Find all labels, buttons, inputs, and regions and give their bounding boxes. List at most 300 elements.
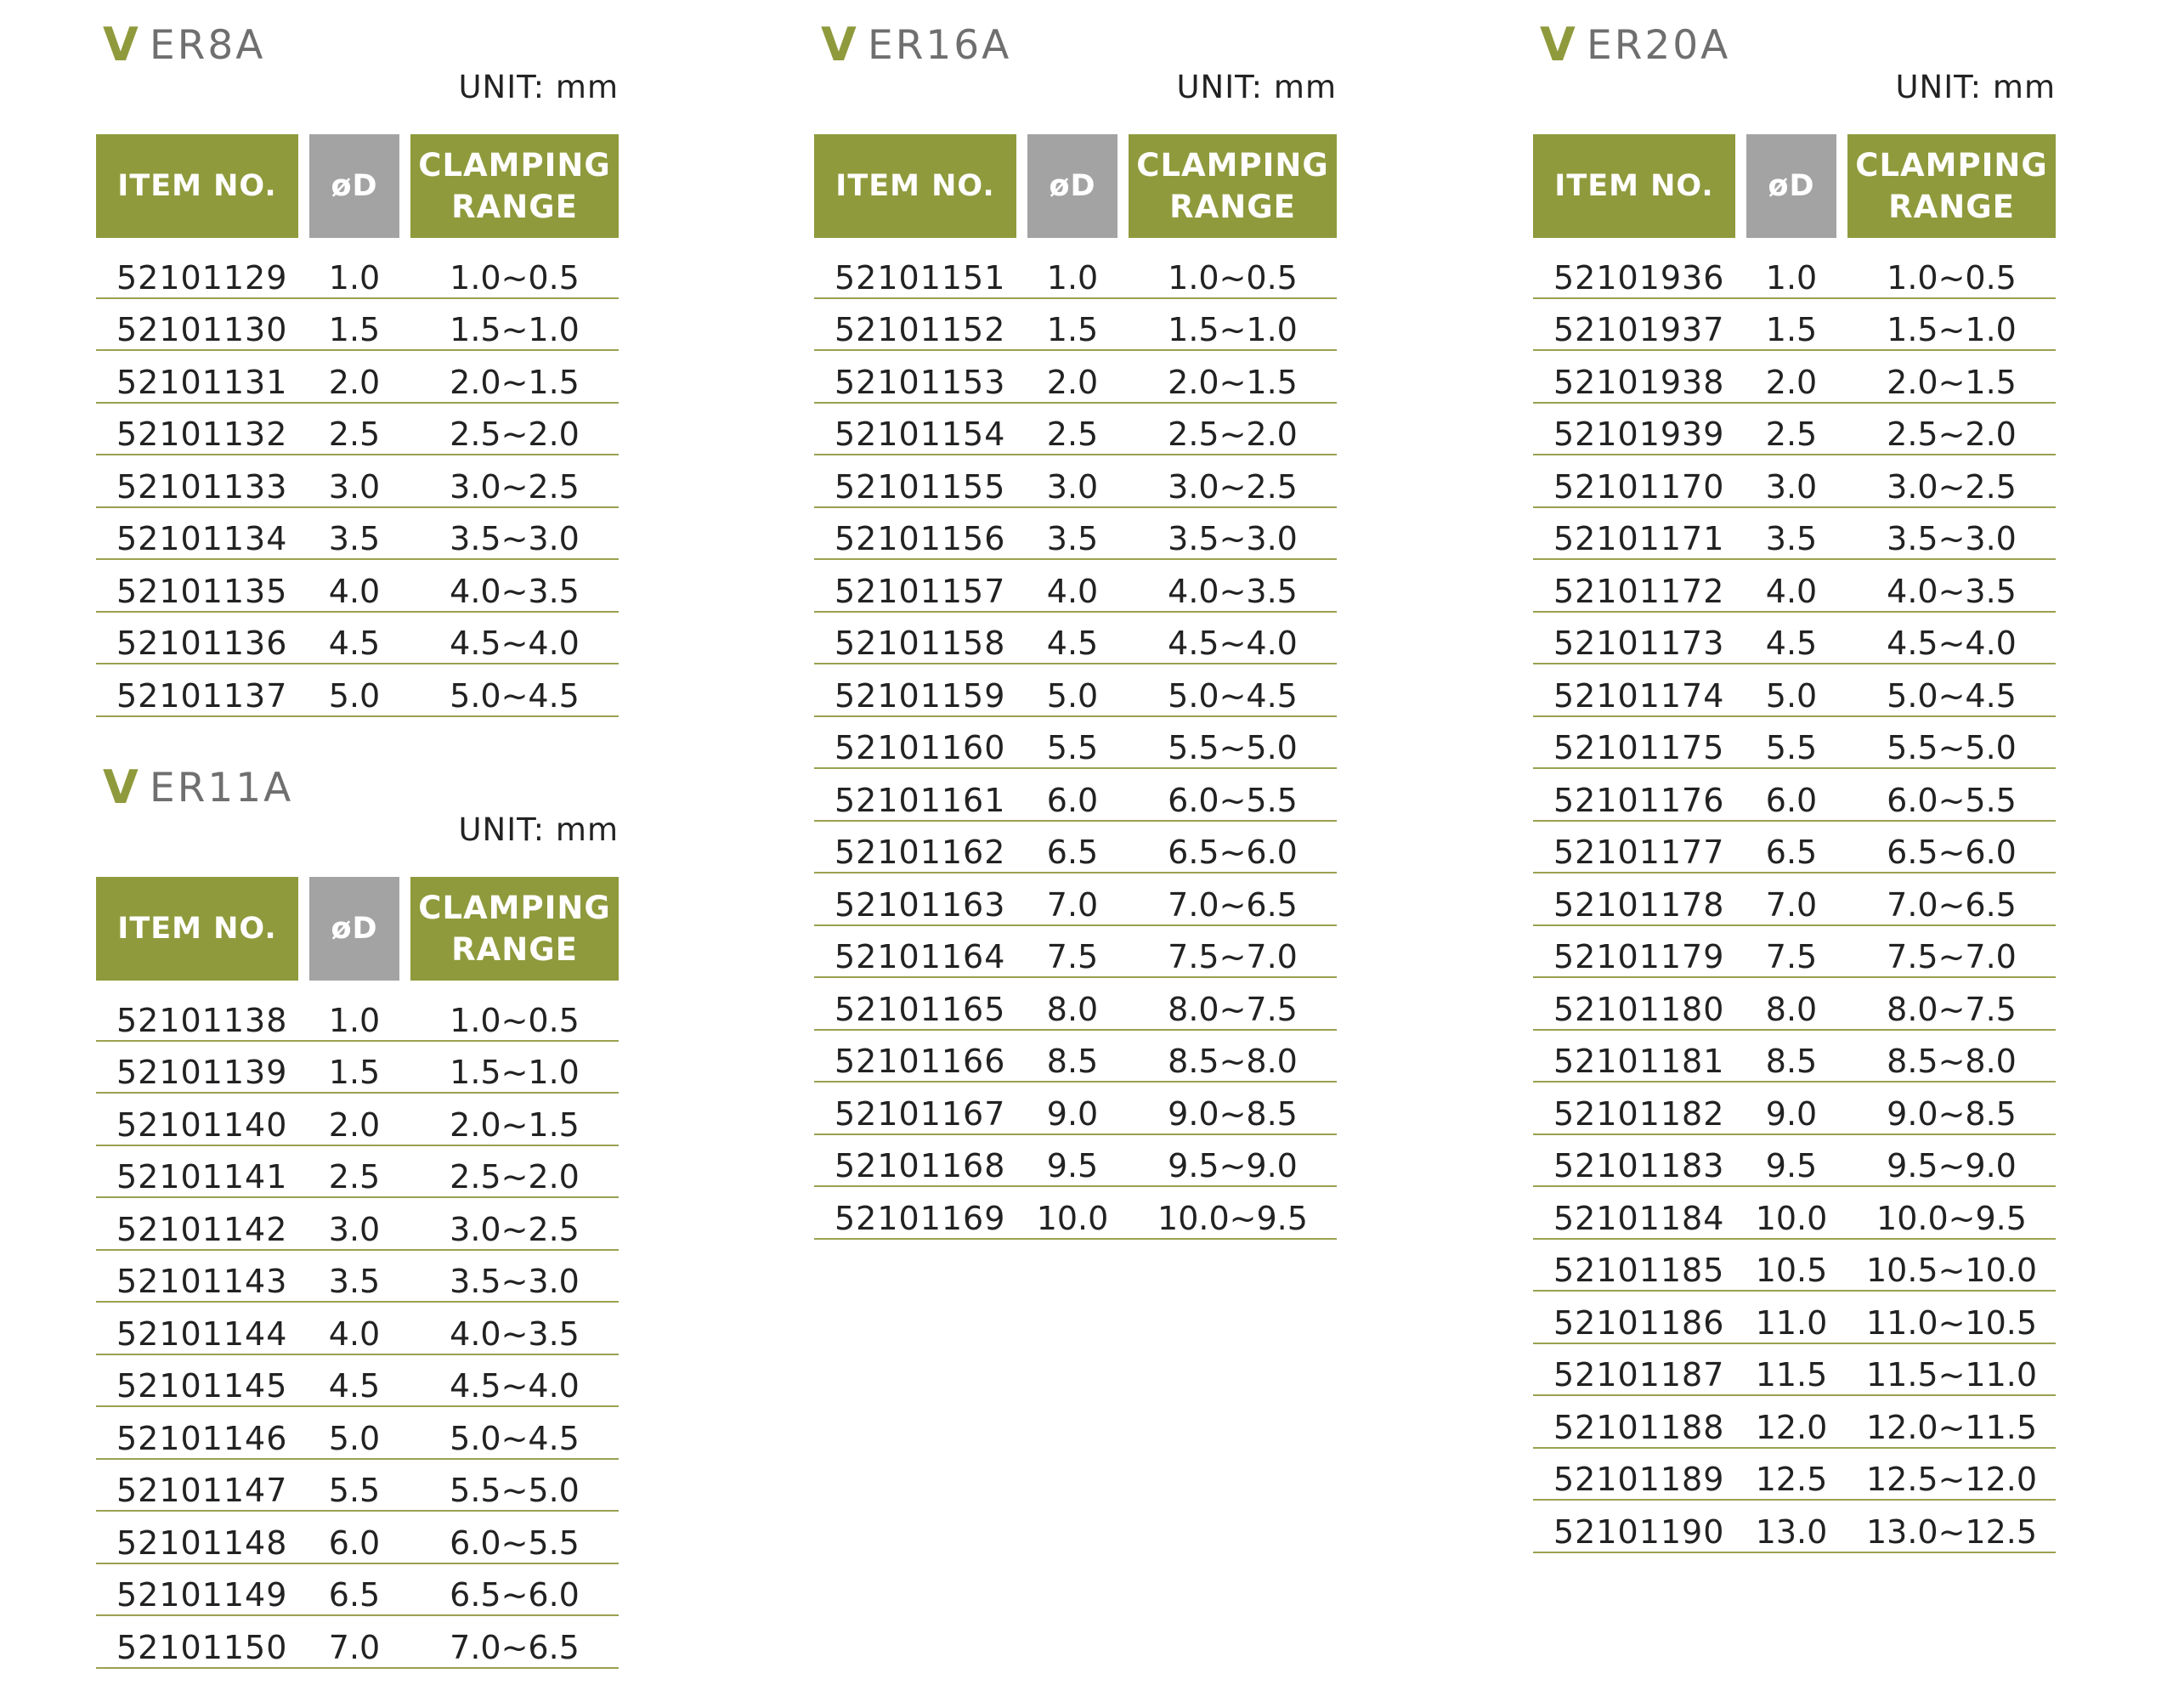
clamping-range-cell: 1.0~0.5 — [450, 258, 580, 297]
item-number-cell: 52101143 — [116, 1263, 288, 1300]
diameter-cell: 1.5 — [328, 1054, 381, 1091]
diameter-cell: 9.0 — [1046, 1094, 1099, 1133]
diameter-cell: 7.5 — [1046, 938, 1099, 975]
header-item-no: ITEM NO. — [96, 134, 298, 238]
item-number-cell: 52101142 — [116, 1210, 288, 1248]
diameter-cell: 8.0 — [1765, 990, 1818, 1028]
spec-table-er20a — [1533, 20, 2056, 1553]
diameter-cell: 7.0 — [328, 1628, 381, 1666]
item-number-cell: 52101163 — [835, 885, 1006, 924]
clamping-range-cell: 9.0~8.5 — [1168, 1094, 1298, 1133]
table-row — [1533, 560, 2056, 613]
table-row — [96, 351, 619, 404]
chevron-icon: V — [1540, 18, 1576, 71]
table-row — [1533, 664, 2056, 717]
item-number-cell: 52101133 — [116, 467, 288, 506]
diameter-cell: 12.5 — [1755, 1461, 1828, 1498]
item-number-cell: 52101132 — [116, 416, 288, 453]
table-body — [814, 246, 1337, 1240]
diameter-cell: 2.0 — [1046, 363, 1099, 401]
table-row — [96, 664, 619, 717]
clamping-range-cell: 2.5~2.0 — [450, 416, 580, 453]
diameter-cell: 4.0 — [1765, 572, 1818, 610]
clamping-range-cell: 7.0~6.5 — [1887, 885, 2017, 924]
item-number-cell: 52101150 — [116, 1628, 288, 1666]
clamping-range-cell: 3.5~3.0 — [450, 520, 580, 557]
table-row — [1533, 1449, 2056, 1501]
item-number-cell: 52101938 — [1553, 363, 1725, 401]
table-row — [814, 246, 1337, 299]
diameter-cell: 1.5 — [328, 311, 381, 348]
diameter-cell: 4.5 — [1765, 625, 1818, 662]
item-number-cell: 52101145 — [116, 1367, 288, 1405]
table-row — [96, 989, 619, 1042]
diameter-cell: 4.0 — [1046, 572, 1099, 610]
diameter-cell: 11.0 — [1755, 1303, 1828, 1342]
clamping-range-cell: 7.0~6.5 — [450, 1628, 580, 1666]
header-diameter: øD — [1027, 134, 1117, 238]
unit-label: UNIT: mm — [458, 811, 619, 848]
diameter-cell: 9.0 — [1765, 1094, 1818, 1133]
diameter-cell: 2.0 — [328, 1105, 381, 1144]
table-row — [814, 508, 1337, 561]
item-number-cell: 52101141 — [116, 1158, 288, 1196]
table-row — [96, 508, 619, 561]
table-row — [96, 1303, 619, 1355]
item-number-cell: 52101153 — [835, 363, 1006, 401]
diameter-cell: 3.0 — [1765, 467, 1818, 506]
diameter-cell: 13.0 — [1755, 1512, 1828, 1551]
table-row — [814, 769, 1337, 822]
clamping-range-cell: 12.5~12.0 — [1865, 1461, 2038, 1498]
table-row — [96, 560, 619, 613]
diameter-cell: 6.5 — [1765, 834, 1818, 871]
table-title: ER16A — [868, 22, 1012, 69]
item-number-cell: 52101188 — [1553, 1408, 1725, 1446]
clamping-range-cell: 5.0~4.5 — [1887, 676, 2017, 715]
header-clamping-range — [410, 134, 619, 238]
item-number-cell: 52101168 — [835, 1147, 1006, 1184]
item-number-cell: 52101157 — [835, 572, 1006, 610]
clamping-range-cell: 5.5~5.0 — [1168, 729, 1298, 766]
diameter-cell: 2.5 — [328, 416, 381, 453]
item-number-cell: 52101181 — [1553, 1043, 1725, 1080]
item-number-cell: 52101187 — [1553, 1356, 1725, 1394]
spec-table-er8a — [96, 20, 619, 717]
header-clamping-range — [410, 877, 619, 981]
clamping-range-cell: 2.5~2.0 — [1168, 416, 1298, 453]
diameter-cell: 3.5 — [328, 520, 381, 557]
table-title-row — [1533, 18, 2056, 105]
diameter-cell: 4.5 — [328, 625, 381, 662]
chevron-icon: V — [103, 18, 139, 71]
item-number-cell: 52101180 — [1553, 990, 1725, 1028]
clamping-range-cell: 5.5~5.0 — [1887, 729, 2017, 766]
table-row — [814, 404, 1337, 456]
clamping-range-cell: 4.0~3.5 — [1887, 572, 2017, 610]
clamping-range-cell: 7.0~6.5 — [1168, 885, 1298, 924]
clamping-range-cell: 8.0~7.5 — [1168, 990, 1298, 1028]
clamping-range-cell: 2.5~2.0 — [450, 1158, 580, 1196]
clamping-range-cell: 6.0~5.5 — [1168, 781, 1298, 819]
clamping-range-cell: 6.5~6.0 — [1887, 834, 2017, 871]
item-number-cell: 52101134 — [116, 520, 288, 557]
table-row — [96, 1094, 619, 1146]
table-row — [1533, 1240, 2056, 1292]
diameter-cell: 2.0 — [328, 363, 381, 401]
table-row — [1533, 1083, 2056, 1135]
table-row — [96, 613, 619, 665]
item-number-cell: 52101183 — [1553, 1147, 1725, 1184]
clamping-range-cell: 4.5~4.0 — [1168, 625, 1298, 662]
table-row — [814, 1187, 1337, 1240]
clamping-range-cell: 3.5~3.0 — [450, 1263, 580, 1300]
diameter-cell: 5.0 — [328, 676, 381, 715]
diameter-cell: 4.5 — [328, 1367, 381, 1405]
table-row — [814, 351, 1337, 404]
unit-label: UNIT: mm — [1176, 69, 1337, 105]
clamping-range-cell: 2.0~1.5 — [1887, 363, 2017, 401]
table-row — [96, 1616, 619, 1669]
clamping-range-cell: 3.0~2.5 — [450, 467, 580, 506]
table-row — [96, 455, 619, 508]
item-number-cell: 52101179 — [1553, 938, 1725, 975]
table-row — [1533, 508, 2056, 561]
table-row — [1533, 1501, 2056, 1553]
clamping-range-cell: 4.0~3.5 — [450, 572, 580, 610]
table-row — [1533, 822, 2056, 874]
item-number-cell: 52101138 — [116, 1001, 288, 1039]
item-number-cell: 52101136 — [116, 625, 288, 662]
table-header — [1533, 134, 2056, 238]
item-number-cell: 52101177 — [1553, 834, 1725, 871]
header-clamping-range — [1847, 134, 2056, 238]
item-number-cell: 52101151 — [835, 258, 1006, 297]
clamping-range-cell: 4.5~4.0 — [450, 625, 580, 662]
item-number-cell: 52101174 — [1553, 676, 1725, 715]
table-row — [814, 1031, 1337, 1083]
table-row — [1533, 1344, 2056, 1397]
table-title-row — [814, 18, 1337, 105]
clamping-range-cell: 8.5~8.0 — [1887, 1043, 2017, 1080]
clamping-range-cell: 1.5~1.0 — [1168, 311, 1298, 348]
diameter-cell: 1.0 — [328, 1001, 381, 1039]
clamping-range-cell: 4.0~3.5 — [1168, 572, 1298, 610]
table-row — [814, 455, 1337, 508]
diameter-cell: 2.0 — [1765, 363, 1818, 401]
clamping-range-cell: 2.0~1.5 — [450, 1105, 580, 1144]
item-number-cell: 52101167 — [835, 1094, 1006, 1133]
item-number-cell: 52101165 — [835, 990, 1006, 1028]
item-number-cell: 52101171 — [1553, 520, 1725, 557]
clamping-range-cell: 1.0~0.5 — [1168, 258, 1298, 297]
header-clamping-line2: RANGE — [451, 189, 578, 225]
item-number-cell: 52101135 — [116, 572, 288, 610]
table-row — [814, 299, 1337, 352]
diameter-cell: 7.0 — [1046, 885, 1099, 924]
header-clamping-range — [1129, 134, 1337, 238]
diameter-cell: 7.0 — [1765, 885, 1818, 924]
diameter-cell: 4.5 — [1046, 625, 1099, 662]
diameter-cell: 4.0 — [328, 1314, 381, 1353]
item-number-cell: 52101173 — [1553, 625, 1725, 662]
diameter-cell: 1.0 — [328, 258, 381, 297]
item-number-cell: 52101130 — [116, 311, 288, 348]
header-diameter: øD — [1746, 134, 1836, 238]
clamping-range-cell: 13.0~12.5 — [1865, 1512, 2038, 1551]
diameter-cell: 3.5 — [1765, 520, 1818, 557]
table-row — [96, 1198, 619, 1251]
table-row — [814, 613, 1337, 665]
item-number-cell: 52101148 — [116, 1524, 288, 1562]
table-title-row — [96, 18, 619, 105]
clamping-range-cell: 4.5~4.0 — [1887, 625, 2017, 662]
diameter-cell: 3.0 — [328, 467, 381, 506]
table-row — [1533, 769, 2056, 822]
table-row — [96, 1460, 619, 1512]
table-body — [96, 246, 619, 717]
item-number-cell: 52101156 — [835, 520, 1006, 557]
header-clamping-line1: CLAMPING — [1136, 147, 1329, 184]
diameter-cell: 1.5 — [1046, 311, 1099, 348]
table-row — [1533, 1031, 2056, 1083]
diameter-cell: 8.0 — [1046, 990, 1099, 1028]
diameter-cell: 6.5 — [328, 1576, 381, 1614]
table-body — [1533, 246, 2056, 1553]
diameter-cell: 6.0 — [1046, 781, 1099, 819]
clamping-range-cell: 5.0~4.5 — [450, 1419, 580, 1457]
item-number-cell: 52101154 — [835, 416, 1006, 453]
item-number-cell: 52101162 — [835, 834, 1006, 871]
item-number-cell: 52101137 — [116, 676, 288, 715]
chevron-icon: V — [821, 18, 857, 71]
clamping-range-cell: 1.0~0.5 — [450, 1001, 580, 1039]
diameter-cell: 4.0 — [328, 572, 381, 610]
table-header — [814, 134, 1337, 238]
diameter-cell: 6.5 — [1046, 834, 1099, 871]
table-row — [1533, 613, 2056, 665]
table-row — [96, 299, 619, 352]
item-number-cell: 52101158 — [835, 625, 1006, 662]
diameter-cell: 5.5 — [328, 1472, 381, 1509]
item-number-cell: 52101152 — [835, 311, 1006, 348]
item-number-cell: 52101147 — [116, 1472, 288, 1509]
item-number-cell: 52101937 — [1553, 311, 1725, 348]
clamping-range-cell: 3.0~2.5 — [1887, 467, 2017, 506]
clamping-range-cell: 7.5~7.0 — [1168, 938, 1298, 975]
item-number-cell: 52101169 — [835, 1199, 1006, 1237]
clamping-range-cell: 1.0~0.5 — [1887, 258, 2017, 297]
chevron-icon: V — [103, 760, 139, 814]
table-row — [96, 1355, 619, 1408]
table-row — [96, 1146, 619, 1199]
table-row — [96, 1042, 619, 1094]
clamping-range-cell: 2.0~1.5 — [450, 363, 580, 401]
clamping-range-cell: 6.0~5.5 — [450, 1524, 580, 1562]
diameter-cell: 6.0 — [1765, 781, 1818, 819]
item-number-cell: 52101936 — [1553, 258, 1725, 297]
item-number-cell: 52101175 — [1553, 729, 1725, 766]
item-number-cell: 52101159 — [835, 676, 1006, 715]
diameter-cell: 7.5 — [1765, 938, 1818, 975]
item-number-cell: 52101129 — [116, 258, 288, 297]
item-number-cell: 52101160 — [835, 729, 1006, 766]
header-diameter: øD — [309, 877, 399, 981]
diameter-cell: 12.0 — [1755, 1408, 1828, 1446]
table-row — [1533, 926, 2056, 979]
table-row — [96, 1512, 619, 1564]
diameter-cell: 3.5 — [1046, 520, 1099, 557]
item-number-cell: 52101186 — [1553, 1303, 1725, 1342]
header-item-no: ITEM NO. — [96, 877, 298, 981]
clamping-range-cell: 1.5~1.0 — [450, 1054, 580, 1091]
diameter-cell: 5.5 — [1765, 729, 1818, 766]
table-title: ER8A — [150, 22, 266, 69]
header-item-no: ITEM NO. — [1533, 134, 1735, 238]
clamping-range-cell: 2.5~2.0 — [1887, 416, 2017, 453]
item-number-cell: 52101182 — [1553, 1094, 1725, 1133]
diameter-cell: 5.0 — [1765, 676, 1818, 715]
spec-table-er11a — [96, 760, 619, 1669]
table-header — [96, 877, 619, 981]
table-title: ER11A — [150, 765, 294, 811]
diameter-cell: 3.5 — [328, 1263, 381, 1300]
table-title-row — [96, 760, 619, 848]
table-row — [814, 664, 1337, 717]
table-row — [96, 1564, 619, 1617]
table-row — [96, 1407, 619, 1460]
header-item-no: ITEM NO. — [814, 134, 1016, 238]
diameter-cell: 1.0 — [1046, 258, 1099, 297]
clamping-range-cell: 6.5~6.0 — [450, 1576, 580, 1614]
item-number-cell: 52101185 — [1553, 1252, 1725, 1289]
item-number-cell: 52101178 — [1553, 885, 1725, 924]
diameter-cell: 3.0 — [328, 1210, 381, 1248]
item-number-cell: 52101166 — [835, 1043, 1006, 1080]
item-number-cell: 52101176 — [1553, 781, 1725, 819]
table-row — [814, 560, 1337, 613]
diameter-cell: 11.5 — [1755, 1356, 1828, 1394]
diameter-cell: 5.0 — [1046, 676, 1099, 715]
item-number-cell: 52101155 — [835, 467, 1006, 506]
table-row — [96, 404, 619, 456]
table-row — [814, 978, 1337, 1031]
item-number-cell: 52101131 — [116, 363, 288, 401]
unit-label: UNIT: mm — [1895, 69, 2056, 105]
clamping-range-cell: 9.5~9.0 — [1168, 1147, 1298, 1184]
clamping-range-cell: 6.5~6.0 — [1168, 834, 1298, 871]
clamping-range-cell: 9.5~9.0 — [1887, 1147, 2017, 1184]
clamping-range-cell: 6.0~5.5 — [1887, 781, 2017, 819]
table-row — [1533, 717, 2056, 770]
diameter-cell: 10.5 — [1755, 1252, 1828, 1289]
clamping-range-cell: 2.0~1.5 — [1168, 363, 1298, 401]
diameter-cell: 9.5 — [1046, 1147, 1099, 1184]
header-clamping-line1: CLAMPING — [418, 890, 611, 926]
clamping-range-cell: 4.0~3.5 — [450, 1314, 580, 1353]
table-row — [1533, 1396, 2056, 1449]
clamping-range-cell: 3.5~3.0 — [1887, 520, 2017, 557]
item-number-cell: 52101164 — [835, 938, 1006, 975]
table-row — [96, 246, 619, 299]
clamping-range-cell: 5.0~4.5 — [1168, 676, 1298, 715]
clamping-range-cell: 8.5~8.0 — [1168, 1043, 1298, 1080]
diameter-cell: 10.0 — [1036, 1199, 1109, 1237]
diameter-cell: 8.5 — [1046, 1043, 1099, 1080]
clamping-range-cell: 11.0~10.5 — [1865, 1303, 2038, 1342]
table-row — [1533, 299, 2056, 352]
diameter-cell: 9.5 — [1765, 1147, 1818, 1184]
item-number-cell: 52101172 — [1553, 572, 1725, 610]
diameter-cell: 1.0 — [1765, 258, 1818, 297]
table-row — [814, 1135, 1337, 1188]
item-number-cell: 52101149 — [116, 1576, 288, 1614]
clamping-range-cell: 9.0~8.5 — [1887, 1094, 2017, 1133]
diameter-cell: 5.5 — [1046, 729, 1099, 766]
diameter-cell: 10.0 — [1755, 1199, 1828, 1237]
item-number-cell: 52101146 — [116, 1419, 288, 1457]
clamping-range-cell: 10.0~9.5 — [1157, 1199, 1308, 1237]
table-row — [1533, 1292, 2056, 1344]
unit-label: UNIT: mm — [458, 69, 619, 105]
clamping-range-cell: 1.5~1.0 — [450, 311, 580, 348]
header-clamping-line2: RANGE — [1169, 189, 1296, 225]
header-clamping-line1: CLAMPING — [418, 147, 611, 184]
table-body — [96, 989, 619, 1669]
clamping-range-cell: 7.5~7.0 — [1887, 938, 2017, 975]
clamping-range-cell: 5.5~5.0 — [450, 1472, 580, 1509]
table-row — [814, 1083, 1337, 1135]
clamping-range-cell: 10.0~9.5 — [1876, 1199, 2027, 1237]
header-clamping-line2: RANGE — [451, 931, 578, 968]
item-number-cell: 52101190 — [1553, 1512, 1725, 1551]
item-number-cell: 52101139 — [116, 1054, 288, 1091]
clamping-range-cell: 10.5~10.0 — [1865, 1252, 2038, 1289]
diameter-cell: 1.5 — [1765, 311, 1818, 348]
clamping-range-cell: 3.0~2.5 — [1168, 467, 1298, 506]
clamping-range-cell: 1.5~1.0 — [1887, 311, 2017, 348]
item-number-cell: 52101140 — [116, 1105, 288, 1144]
diameter-cell: 6.0 — [328, 1524, 381, 1562]
table-row — [1533, 351, 2056, 404]
clamping-range-cell: 3.0~2.5 — [450, 1210, 580, 1248]
diameter-cell: 2.5 — [1046, 416, 1099, 453]
diameter-cell: 2.5 — [1765, 416, 1818, 453]
table-row — [814, 873, 1337, 926]
table-row — [1533, 1135, 2056, 1188]
clamping-range-cell: 11.5~11.0 — [1865, 1356, 2038, 1394]
spec-table-er16a — [814, 20, 1337, 1240]
diameter-cell: 8.5 — [1765, 1043, 1818, 1080]
clamping-range-cell: 4.5~4.0 — [450, 1367, 580, 1405]
table-row — [1533, 404, 2056, 456]
header-clamping-line2: RANGE — [1888, 189, 2015, 225]
clamping-range-cell: 3.5~3.0 — [1168, 520, 1298, 557]
table-row — [1533, 455, 2056, 508]
header-clamping-line1: CLAMPING — [1855, 147, 2048, 184]
diameter-cell: 3.0 — [1046, 467, 1099, 506]
table-row — [1533, 978, 2056, 1031]
clamping-range-cell: 12.0~11.5 — [1865, 1408, 2038, 1446]
table-row — [1533, 246, 2056, 299]
table-title: ER20A — [1587, 22, 1731, 69]
table-row — [1533, 873, 2056, 926]
item-number-cell: 52101144 — [116, 1314, 288, 1353]
table-header — [96, 134, 619, 238]
table-row — [1533, 1187, 2056, 1240]
table-row — [814, 822, 1337, 874]
table-row — [814, 926, 1337, 979]
